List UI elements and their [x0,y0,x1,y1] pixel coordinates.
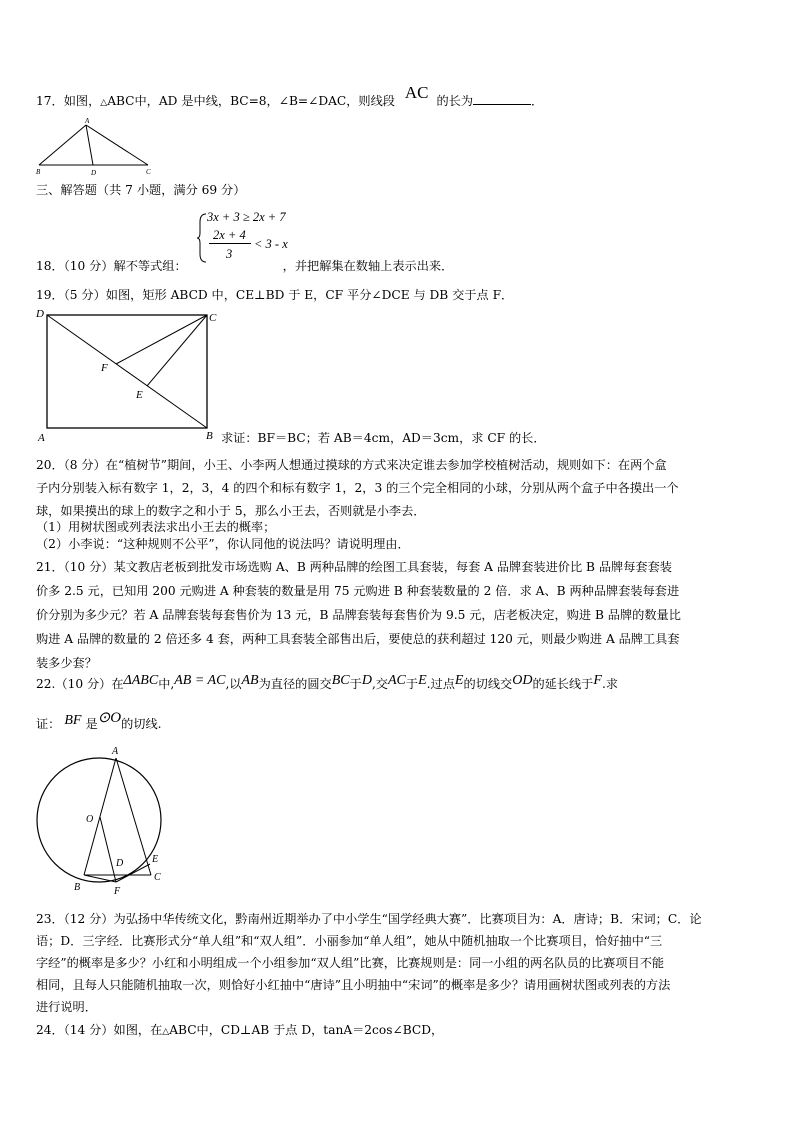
q22-math: AB = AC [174,673,226,688]
q24-triangle: ABC [169,1023,197,1037]
q22-math: BC [331,673,350,688]
q17-text [36,83,544,111]
q22-part: 的切线交 [463,677,513,691]
q20-line-2: 子内分别装入标有数字 1，2，3，4 的四个和标有数字 1，2，3 的三个完全相同的小球，分别从两个盒子中各摸出一个 [36,481,679,495]
q22-part: 的延长线于 [532,677,594,691]
q19-label-e: E [136,389,143,401]
q22-math: ΔABC [123,673,159,688]
q22-part: 中, [158,677,175,691]
q22-part: .过点 [426,677,455,691]
q17-lead: 17．如图， [36,94,101,108]
q19-label-c: C [209,312,217,324]
q22-label-e: E [152,854,159,865]
q22-part: ,以 [225,677,242,691]
q23-line-4: 相同，且每人只能随机抽取一次，则恰好小红抽中“唐诗”且小明抽中“宋词”的概率是多少？请用画树状图或列表的方法 [36,978,671,992]
q17-label-d: D [91,169,97,177]
q17-tail: 的长为 [436,94,474,108]
q22-part: 于 [349,677,362,691]
q22-part: 为直径的圆交 [258,677,332,691]
q21-line-3: 价分别为多少元？若 A 品牌套装每套售价为 13 元，B 品牌套装每套售价为 9.5 元，店老板决定，购进 B 品牌的数量比 [36,608,681,622]
q22-part: 22.（10 分）在 [36,677,124,691]
q17-body: 中，AD 是中线，BC=8，∠B=∠DAC，则线段 [134,94,395,108]
q24-body: 中，CD⊥AB 于点 D，tanA＝2cos∠BCD， [196,1023,444,1037]
q20-line-3: 球，如果摸出的球上的数字之和小于 5，那么小王去，否则就是小李去． [36,504,426,518]
q21-line-5: 装多少套？ [36,656,97,670]
q19-label-d: D [36,308,44,320]
q22-label-f: F [114,886,121,897]
q18-lead: 18．（10 分）解不等式组： [36,259,187,273]
q20-line-4: （1）用树状图或列表法求出小王去的概率； [36,520,276,534]
q22-math: AB [241,673,259,688]
q18-fraction-bar [209,243,251,244]
q22-label-a: A [112,746,119,757]
section-heading: 三、解答题（共 7 小题，满分 69 分） [36,183,246,197]
q18-rhs: < 3 - x [254,237,288,251]
q17-end: ． [531,94,544,108]
q22-part: 是 [85,717,98,731]
q22-math: F [593,673,602,688]
q18-denominator: 3 [226,247,233,261]
q19-label-a: A [38,432,45,444]
q17-label-b: B [36,168,41,176]
triangle-symbol: △ [162,1027,170,1037]
q22-figure [36,740,176,897]
q17-triangle: ABC [107,94,135,108]
q20-line-1: 20．（8 分）在“植树节”期间，小王、小李两人想通过摸球的方式来决定谁去参加学校植树活动，规则如下：在两个盒 [36,458,667,472]
q23-line-3: 字经”的概率是多少？小红和小明组成一个小组参加“双人组”比赛，比赛规则是：同一小组的两名队员的比赛项目不能 [36,956,665,970]
q22-math: BF [64,713,82,728]
q21-line-1: 21．（10 分）某文教店老板到批发市场选购 A、B 两种品牌的绘图工具套装，每套 A 品牌套装进价比 B 品牌每套套装 [36,560,672,574]
q19-tail: 求证：BF＝BC；若 AB＝4cm，AD＝3cm，求 CF 的长． [221,431,546,445]
q22-math: AC [388,673,406,688]
q19-text: 19．（5 分）如图，矩形 ABCD 中，CE⊥BD 于 E，CF 平分∠DCE 与 DB 交于点 F． [36,288,514,302]
q18-tail: ，并把解集在数轴上表示出来． [282,259,454,273]
q24-text [36,1023,443,1040]
q17-figure [36,117,156,177]
q19-label-f: F [101,362,108,374]
q24-lead: 24．（14 分）如图，在 [36,1023,163,1037]
q19-figure [32,303,222,445]
q22-part: ,交 [371,677,388,691]
q23-line-5: 进行说明． [36,1000,97,1014]
q22-part: 于 [405,677,419,691]
q19-label-b: B [206,430,213,442]
q18-inequality-1: 3x + 3 ≥ 2x + 7 [207,210,286,224]
q22-line-2 [36,712,162,737]
q23-line-2: 语；D．三字经．比赛形式分“单人组”和“双人组”．小丽参加“单人组”，她从中随机抽取一个比赛项目，恰好抽中“三 [36,934,663,948]
q20-line-5: （2）小李说：“这种规则不公平”，你认同他的说法吗？请说明理由． [36,537,410,551]
q22-part: 的切线. [121,717,162,731]
q17-answer-blank [473,93,531,105]
q22-math: D [361,673,372,688]
q18-numerator: 2x + 4 [213,228,246,242]
q22-part: .求 [601,677,618,691]
q17-segment: AC [404,83,429,102]
q21-line-4: 购进 A 品牌的数量的 2 倍还多 4 套，两种工具套装全部售出后，要使总的获利超过 120 元，则最少购进 A 品牌工具套 [36,632,680,646]
q21-line-2: 价多 2.5 元，已知用 200 元购进 A 种套装的数量是用 75 元购进 B 种套装数量的 2 倍．求 A、B 两种品牌套装每套进 [36,584,680,598]
q22-label-o: O [86,814,94,825]
q17-label-a: A [85,117,90,125]
q22-label-d: D [116,858,124,869]
q22-math: E [454,673,464,688]
q18-text [36,259,453,274]
q17-label-c: C [146,168,151,176]
q23-line-1: 23．（12 分）为弘扬中华传统文化，黔南州近期举办了中小学生“国学经典大赛”．比赛项目为：A．唐诗；B．宋词；C．论 [36,912,702,926]
q22-math: ⊙O [97,710,122,726]
q22-line-1 [36,672,618,697]
q22-math: E [418,673,427,688]
q22-label-b: B [74,882,81,893]
q22-label-c: C [154,872,161,883]
q22-part: 证： [36,717,61,731]
q22-math: OD [512,673,533,688]
triangle-symbol: △ [100,98,108,108]
